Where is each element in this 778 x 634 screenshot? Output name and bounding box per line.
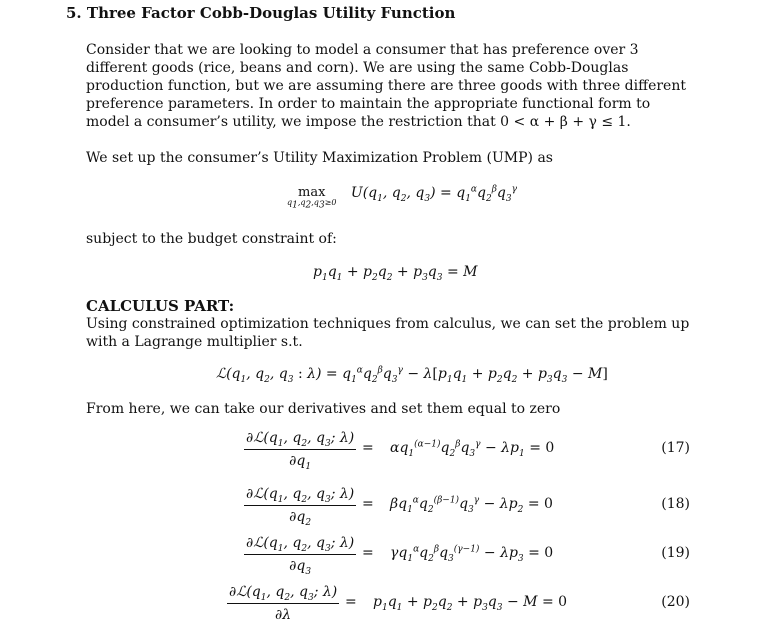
equation-number-17: (17): [661, 440, 690, 456]
equation-number-19: (19): [661, 545, 690, 561]
lagrangian-equation: $ℒ(q_1$, $q_2$, $q_3$ : $\lambda) = q_1^\alpha q_2^\beta q_3^\gamma - \lambda[p_1q_1 + p_2q_2 + p_3q_3 - M]$: [216, 365, 608, 385]
equation-20-equals: =: [345, 594, 357, 610]
equation-18-lhs: $\frac{\partial ℒ(q_1, q_2, q_3; \lambda)}{\partial q_2}$: [246, 486, 355, 528]
equation-20-lhs: $\frac{\partial ℒ(q_1, q_2, q_3; \lambda)}{\partial\lambda}$: [229, 584, 338, 623]
equation-18-equals: =: [362, 496, 374, 512]
utility-function: $U(q_1$, $q_2$, $q_3) = q_1^\alpha q_2^\beta q_3^\gamma$: [350, 184, 517, 204]
calculus-paragraph: Using constrained optimization techniques from calculus, we can set the problem up with a Lagrange multiplier s.t.: [86, 316, 690, 350]
max-operator: max $q_1,q_2,q_3\ge 0$: [287, 185, 337, 211]
equation-19-lhs: $\frac{\partial ℒ(q_1, q_2, q_3; \lambda)}{\partial q_3}$: [246, 535, 355, 577]
ump-equation: [287, 184, 517, 211]
equation-number-18: (18): [661, 496, 690, 512]
equation-17-rhs: $\alpha q_1^{(\alpha-1)}q_2^\beta q_3^\gamma - \lambda p_1 = 0$: [390, 439, 555, 459]
section-heading: [66, 4, 455, 22]
intro-paragraph: Consider that we are looking to model a consumer that has preference over 3 different goods (rice, beans and corn). We are using the same Cobb-Douglas production function, but we are assuming there are three goods with three different preference parameters. In order to maintain the appropriate functional form to model a consumer’s utility, we impose the restriction that 0 < α + β + γ ≤ 1.: [86, 42, 686, 130]
derivatives-sentence: From here, we can take our derivatives and set them equal to zero: [86, 401, 561, 417]
equation-19-equals: =: [362, 545, 374, 561]
equation-18-rhs: $\beta q_1^\alpha q_2^{(\beta-1)}q_3^\gamma - \lambda p_2 = 0$: [390, 495, 553, 515]
budget-equation: $p_1q_1 + p_2q_2 + p_3q_3 = M$: [313, 264, 478, 283]
section-title: Three Factor Cobb-Douglas Utility Function: [86, 4, 456, 22]
section-number: 5.: [66, 4, 82, 22]
calculus-heading: CALCULUS PART:: [86, 297, 235, 315]
equation-20-rhs: $p_1q_1 + p_2q_2 + p_3q_3 - M = 0$: [373, 594, 568, 613]
equation-17-equals: =: [362, 440, 374, 456]
budget-sentence: subject to the budget constraint of:: [86, 231, 337, 247]
equation-19-rhs: $\gamma q_1^\alpha q_2^\beta q_3^{(\gamma-1)} - \lambda p_3 = 0$: [390, 544, 554, 564]
ump-sentence: We set up the consumer’s Utility Maximization Problem (UMP) as: [86, 150, 553, 166]
equation-number-20: (20): [661, 594, 690, 610]
equation-17-lhs: $\frac{\partial ℒ(q_1, q_2, q_3; \lambda)}{\partial q_1}$: [246, 430, 355, 472]
